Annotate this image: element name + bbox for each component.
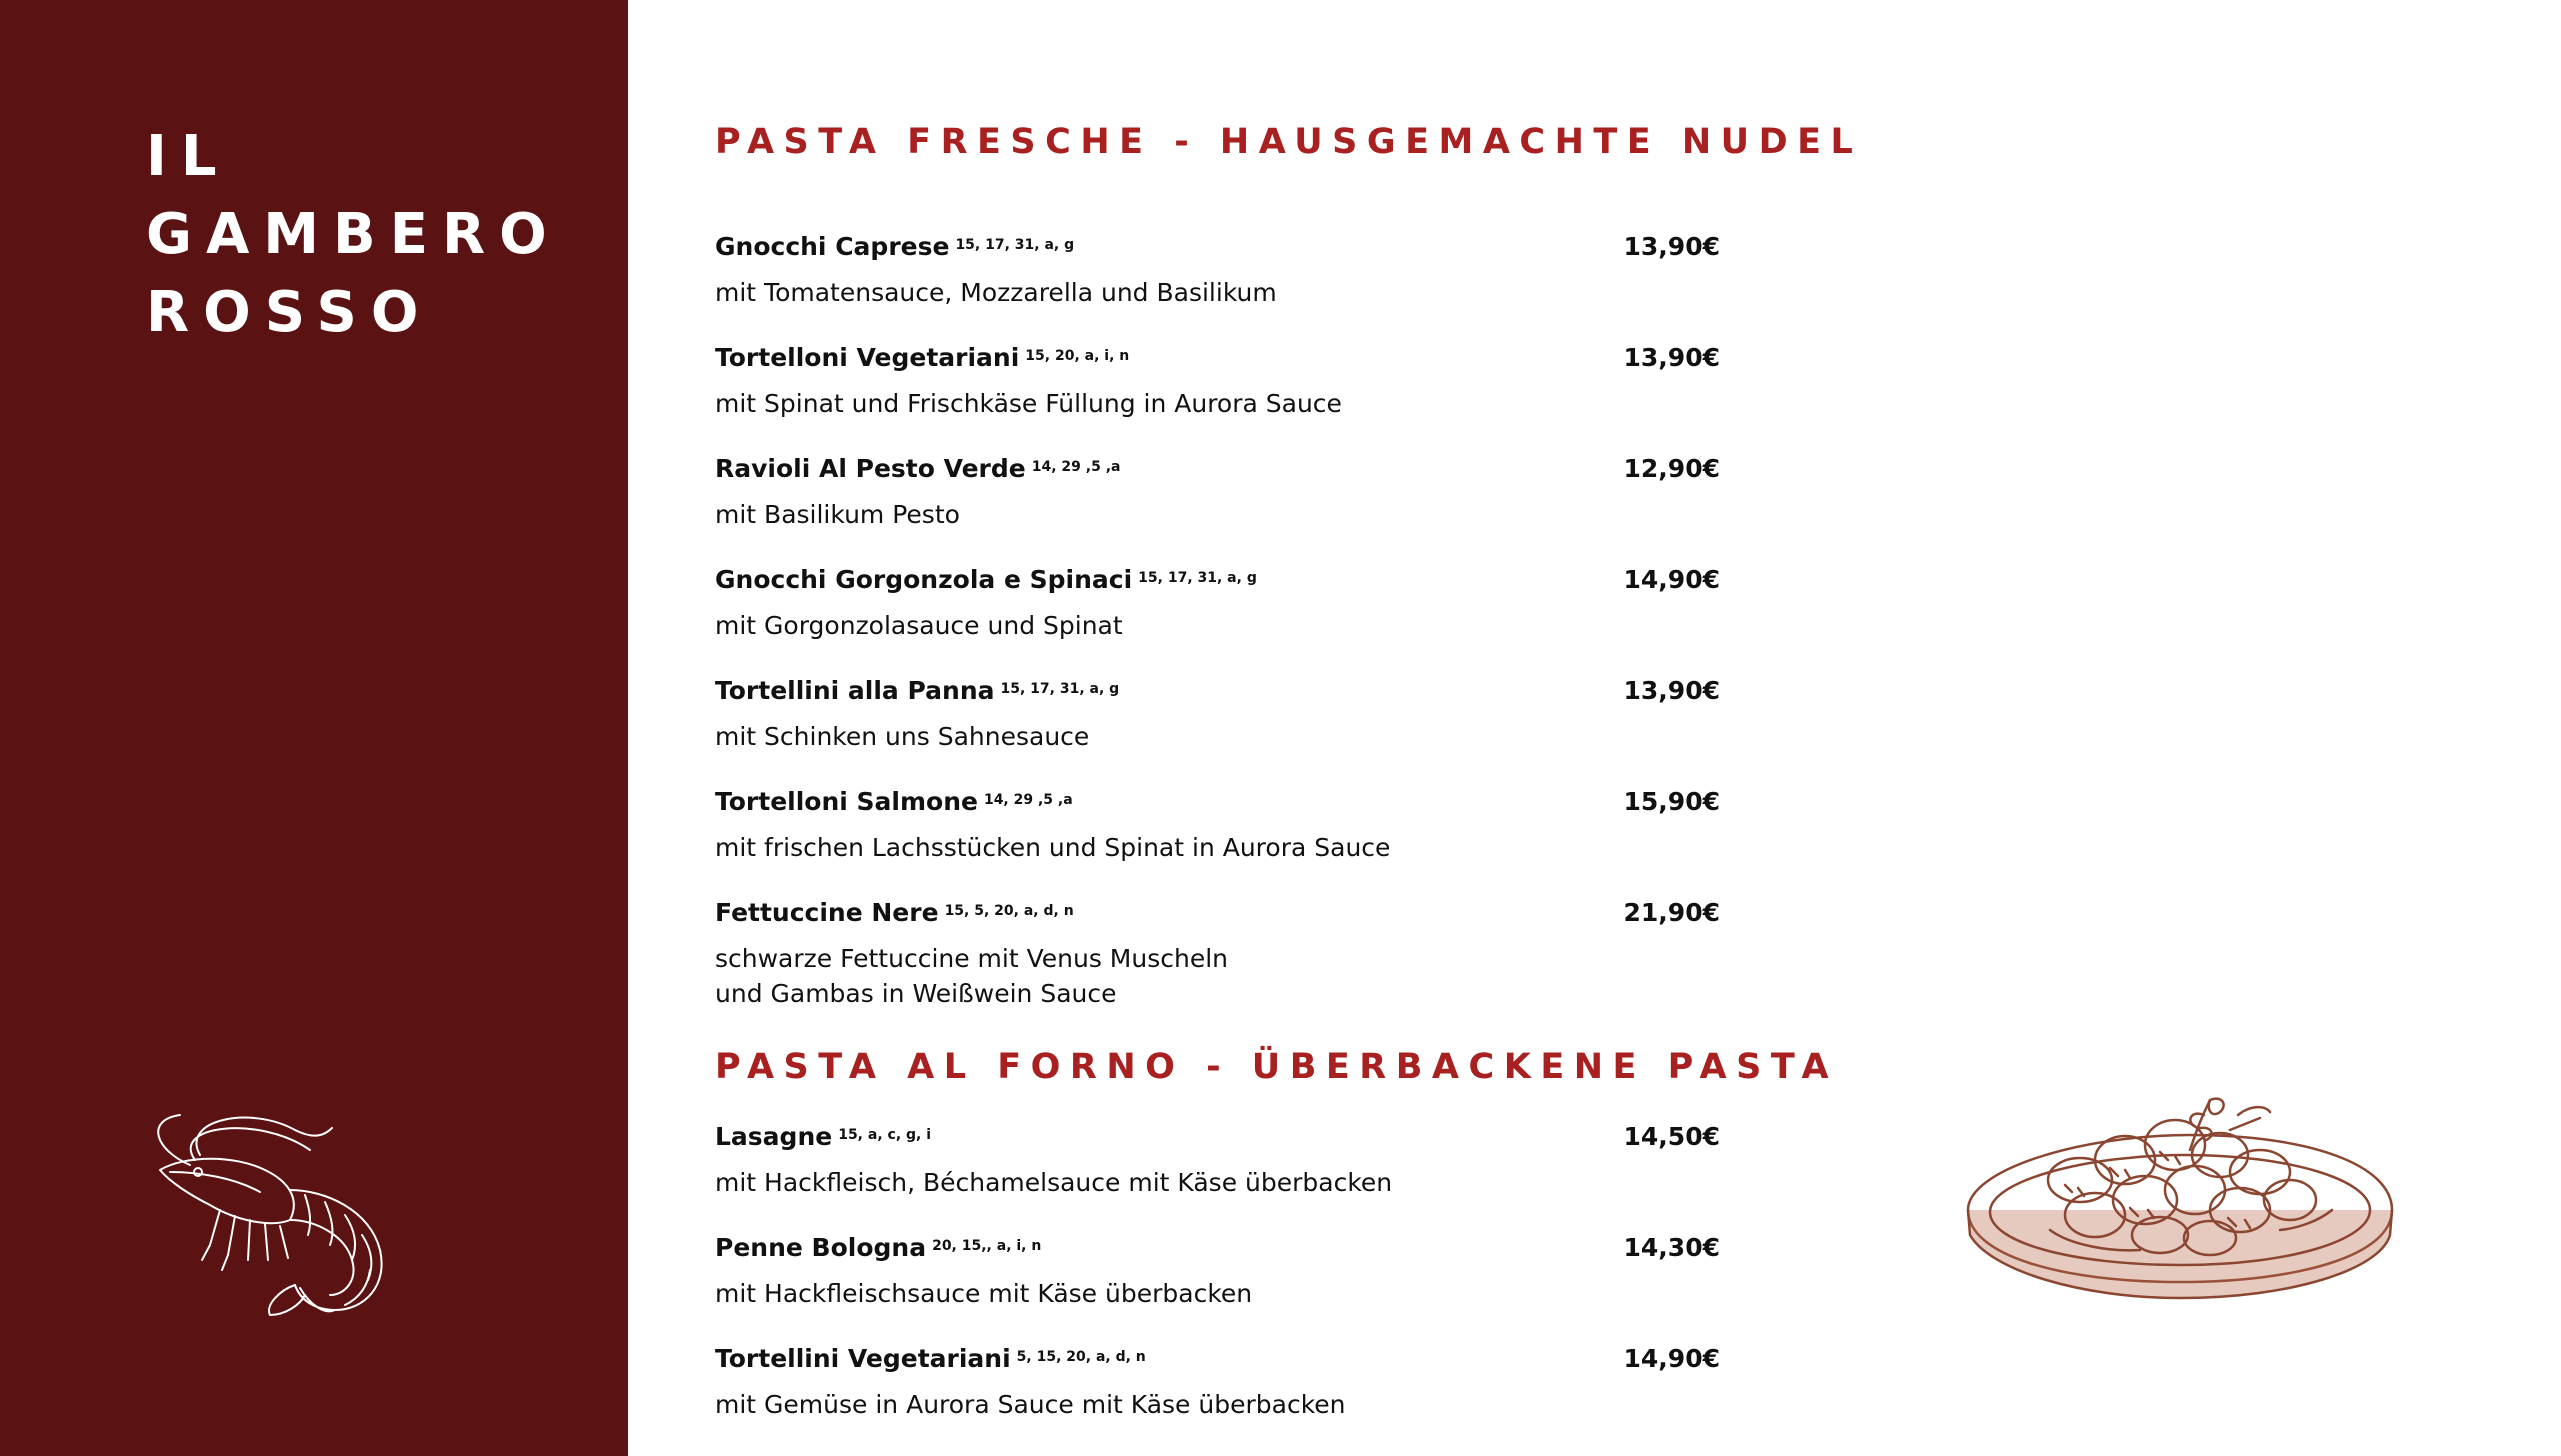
item-allergens: 20, 15,, a, i, n	[932, 1237, 1042, 1254]
item-description: mit Gemüse in Aurora Sauce mit Käse überbacken	[715, 1390, 1346, 1419]
item-name: Gnocchi Gorgonzola e Spinaci	[715, 565, 1133, 594]
item-description: mit Gorgonzolasauce und Spinat	[715, 611, 1123, 640]
menu-item	[715, 1117, 1720, 1200]
item-price: 14,50€	[1623, 1122, 1720, 1151]
item-allergens: 14, 29 ,5 ,a	[983, 791, 1073, 808]
restaurant-name-line-3: ROSSO	[146, 280, 433, 345]
restaurant-name-line-2: GAMBERO	[146, 202, 561, 267]
item-description: mit Spinat und Frischkäse Füllung in Aurora Sauce	[715, 389, 1342, 418]
item-description: mit Hackfleisch, Béchamelsauce mit Käse überbacken	[715, 1168, 1393, 1197]
item-price: 21,90€	[1623, 898, 1720, 927]
menu-item	[715, 227, 1720, 310]
item-name: Lasagne	[715, 1122, 833, 1151]
item-description-line: schwarze Fettuccine mit Venus Muscheln	[715, 944, 1229, 973]
item-name: Fettuccine Nere	[715, 898, 939, 927]
item-allergens: 15, 5, 20, a, d, n	[944, 902, 1074, 919]
item-allergens: 15, a, c, g, i	[838, 1126, 932, 1143]
item-allergens: 15, 17, 31, a, g	[1000, 680, 1120, 697]
item-price: 12,90€	[1623, 454, 1720, 483]
item-allergens: 5, 15, 20, a, d, n	[1016, 1348, 1146, 1365]
item-price: 13,90€	[1623, 232, 1720, 261]
item-description	[715, 941, 1720, 1011]
item-name: Gnocchi Caprese	[715, 232, 950, 261]
restaurant-name-line-1: IL	[146, 124, 231, 189]
item-price: 13,90€	[1623, 343, 1720, 372]
item-name: Ravioli Al Pesto Verde	[715, 454, 1026, 483]
item-price: 14,90€	[1623, 565, 1720, 594]
item-name: Penne Bologna	[715, 1233, 927, 1262]
item-description: mit Hackfleischsauce mit Käse überbacken	[715, 1279, 1253, 1308]
item-price: 15,90€	[1623, 787, 1720, 816]
menu-item	[715, 338, 1720, 421]
item-description: mit Basilikum Pesto	[715, 500, 960, 529]
item-description: mit Schinken uns Sahnesauce	[715, 722, 1090, 751]
item-price: 14,90€	[1623, 1344, 1720, 1373]
item-allergens: 15, 20, a, i, n	[1025, 347, 1130, 364]
item-description: mit Tomatensauce, Mozzarella und Basilikum	[715, 278, 1277, 307]
item-allergens: 15, 17, 31, a, g	[1138, 569, 1257, 586]
menu-item	[715, 1339, 1720, 1422]
menu-item	[715, 671, 1720, 754]
item-allergens: 15, 17, 31, a, g	[955, 236, 1075, 253]
item-description: mit frischen Lachsstücken und Spinat in Aurora Sauce	[715, 833, 1391, 862]
item-name: Tortelloni Vegetariani	[715, 343, 1020, 372]
item-name: Tortellini Vegetariani	[715, 1344, 1011, 1373]
menu-item	[715, 782, 1720, 865]
gnocchi-plate-illustration-icon	[1960, 1060, 2400, 1310]
menu-item	[715, 893, 1720, 1011]
item-price: 14,30€	[1623, 1233, 1720, 1262]
item-allergens: 14, 29 ,5 ,a	[1031, 458, 1121, 475]
menu-item	[715, 1228, 1720, 1311]
section-title-pasta-fresche: PASTA FRESCHE - HAUSGEMACHTE NUDEL	[715, 122, 1863, 162]
item-name: Tortellini alla Panna	[715, 676, 995, 705]
section-title-pasta-al-forno: PASTA AL FORNO - ÜBERBACKENE PASTA	[715, 1047, 1839, 1087]
item-price: 13,90€	[1623, 676, 1720, 705]
menu-item	[715, 560, 1720, 643]
item-name: Tortelloni Salmone	[715, 787, 978, 816]
menu-item	[715, 449, 1720, 532]
item-description-line: und Gambas in Weißwein Sauce	[715, 979, 1117, 1008]
